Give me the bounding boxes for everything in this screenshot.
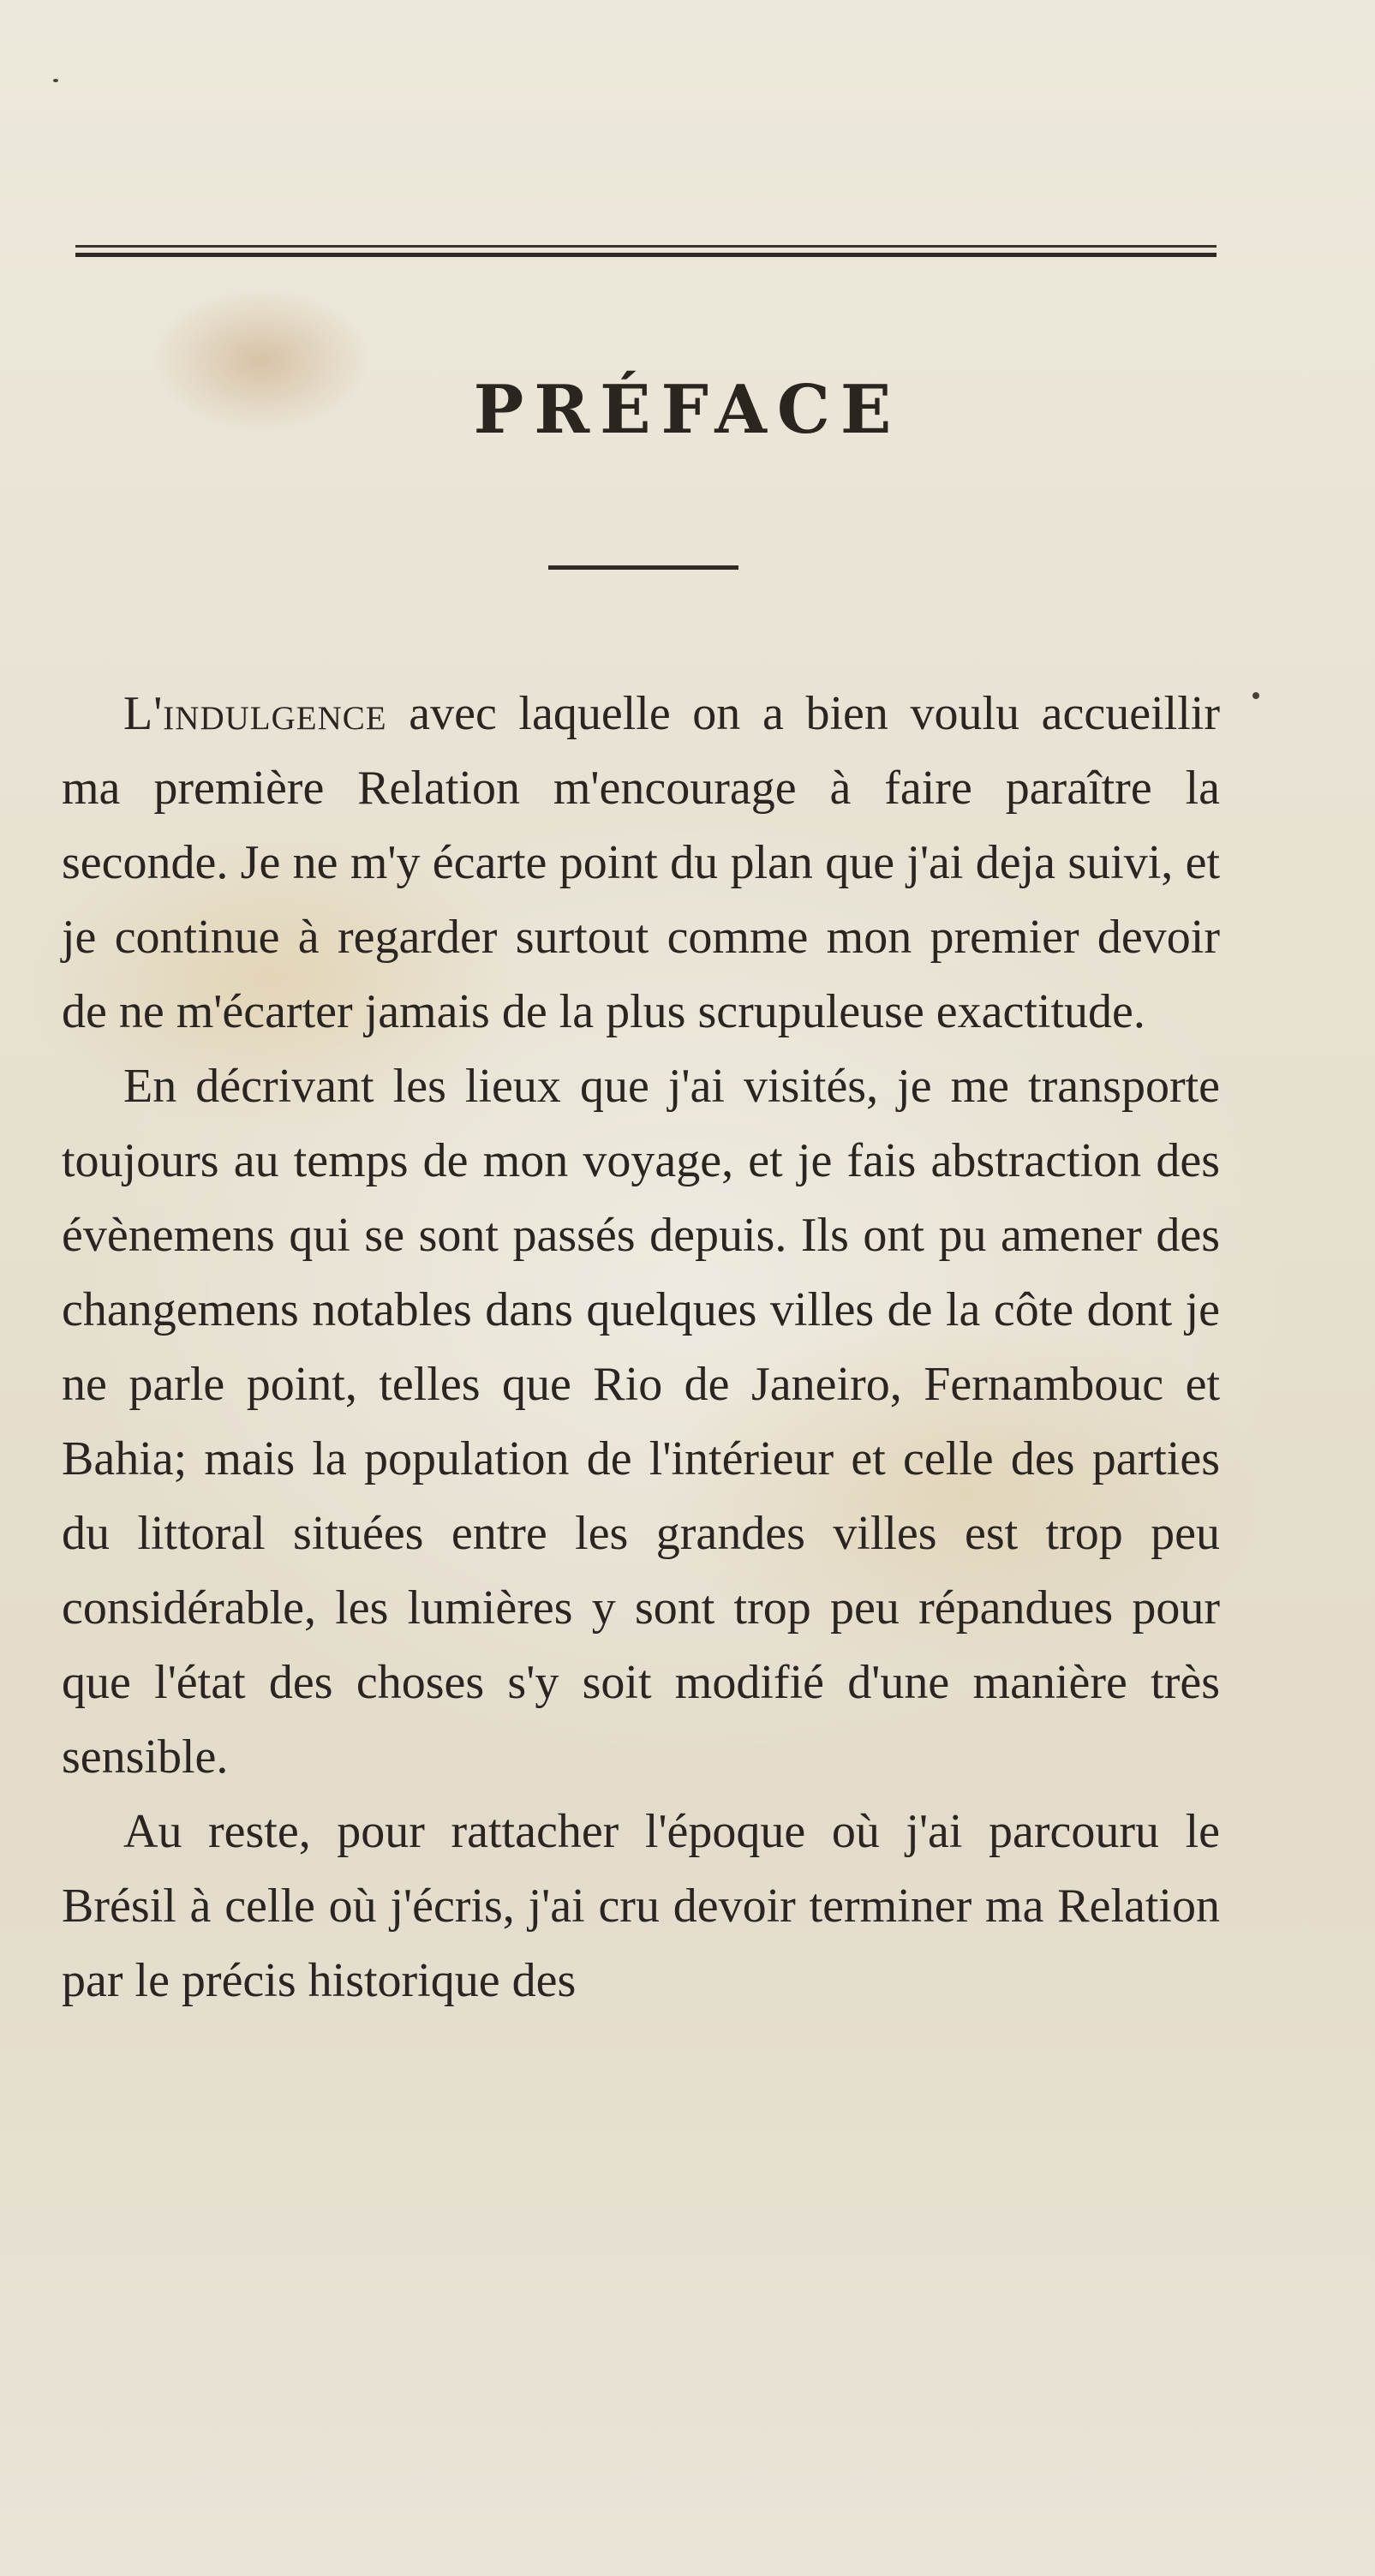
body-text — [62, 677, 1220, 2018]
paragraph — [62, 1049, 1220, 1795]
ink-speck — [1252, 692, 1259, 699]
paragraph — [62, 1795, 1220, 2018]
title-underline-rule — [548, 565, 738, 570]
paragraph — [62, 677, 1220, 1049]
paragraph-text: Au reste, pour rattacher l'époque où j'ai parcouru le Brésil à celle où j'écris, j'ai cru devoir terminer ma Relation par le précis historique des — [62, 1805, 1220, 2007]
paragraph-lead: L'indulgence — [123, 687, 387, 740]
paragraph-text: En décrivant les lieux que j'ai visités, je me transporte toujours au temps de mon voyage, et je fais abstraction des évènemens qui se sont passés depuis. Ils ont pu amener des changemens notables dans quelques villes de la côte dont je ne parle point, telles que Rio de Janeiro, Fernambouc et Bahia; mais la population de l'intérieur et celle des parties du littoral situées entre les grandes villes est trop peu considérable, les lumières y sont trop peu répandues pour que l'état des choses s'y soit modifié d'une manière très sensible. — [62, 1060, 1220, 1784]
paragraph-text: avec laquelle on a bien voulu accueillir ma première Relation m'encourage à faire paraître la seconde. Je ne m'y écarte point du plan que j'ai deja suivi, et je continue à regarder surtout comme mon premier devoir de ne m'écarter jamais de la plus scrupuleuse exactitude. — [62, 687, 1220, 1038]
header-double-rule — [75, 245, 1217, 259]
page-title: PRÉFACE — [473, 371, 902, 449]
ink-speck — [53, 79, 58, 82]
